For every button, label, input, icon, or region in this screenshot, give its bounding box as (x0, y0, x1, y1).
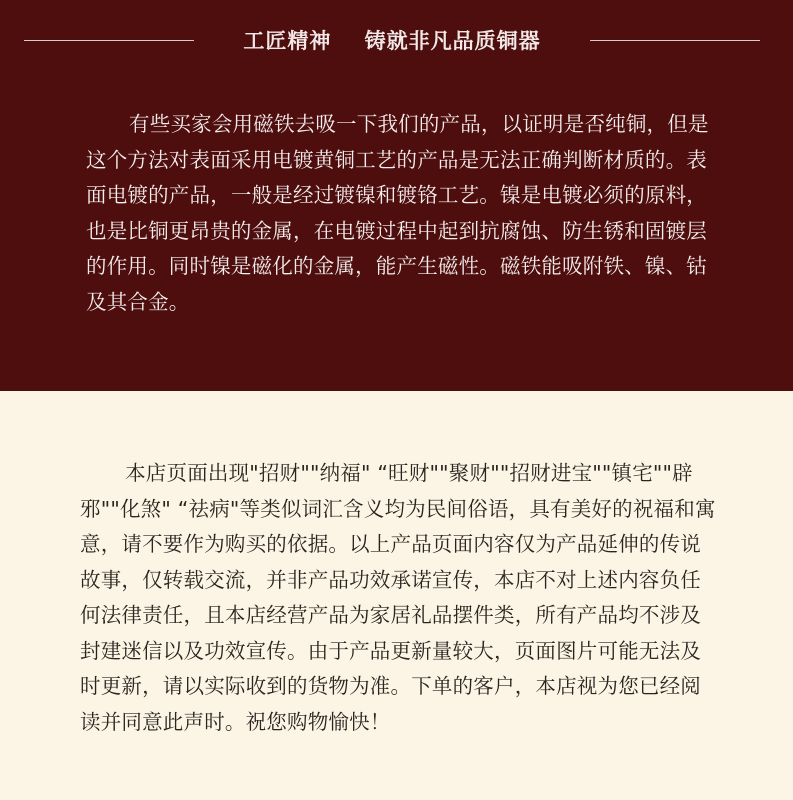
header-title: 工匠精神 铸就非凡品质铜器 (243, 29, 541, 53)
section-header (24, 24, 764, 58)
header-divider-left (24, 40, 194, 41)
top-section (0, 0, 793, 391)
disclaimer-paragraph: 本店页面出现"招财""纳福" “旺财""聚财""招财进宝""镇宅""辟邪""化煞" “祛病"等类似词汇含义均为民间俗语，具有美好的祝福和寓意，请不要作为购买的依据。以上产品页面内容仅为产品延伸的传说故事，仅转载交流，并非产品功效承诺宣传，本店不对上述内容负任何法律责任，且本店经营产品为家居礼品摆件类，所有产品均不涉及封建迷信以及功效宣传。由于产品更新量较大，页面图片可能无法及时更新，请以实际收到的货物为准。下单的客户，本店视为您已经阅读并同意此声时。祝您购物愉快！ (80, 461, 716, 734)
magnet-explanation-paragraph: 有些买家会用磁铁去吸一下我们的产品，以证明是否纯铜，但是这个方法对表面采用电镀黄铜工艺的产品是无法正确判断材质的。表面电镀的产品，一般是经过镀镍和镀铬工艺。镍是电镀必须的原料，也是比铜更昂贵的金属，在电镀过程中起到抗腐蚀、防生锈和固镀层的作用。同时镍是磁化的金属，能产生磁性。磁铁能吸附铁、镍、钴及其合金。 (86, 112, 709, 314)
header-divider-right (590, 40, 760, 41)
